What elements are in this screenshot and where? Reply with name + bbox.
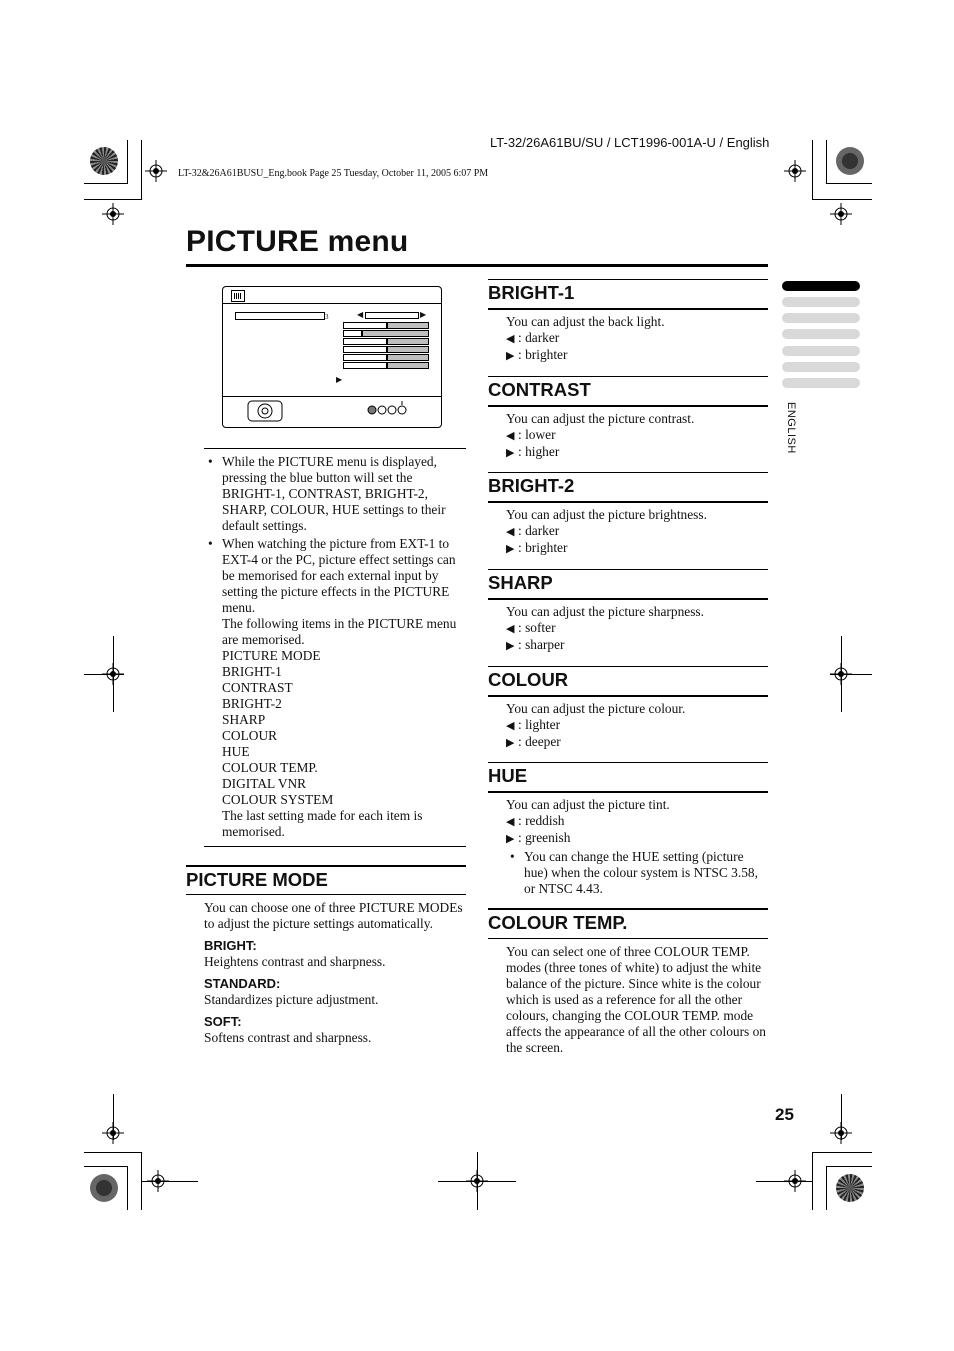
- section-rule: [488, 569, 768, 570]
- crop-line: [84, 199, 142, 200]
- chapter-tab: [782, 297, 860, 307]
- adjust-effect: : lower: [518, 427, 556, 442]
- section-rule: [488, 791, 768, 793]
- mode-desc: Standardizes picture adjustment.: [204, 992, 379, 1007]
- section-text: You can adjust the picture sharpness.: [506, 604, 704, 619]
- crop-line: [127, 140, 128, 184]
- left-adjust-line: [506, 523, 768, 540]
- left-adjust-line: [506, 427, 768, 444]
- adjust-effect: : greenish: [518, 830, 571, 845]
- registration-mark-icon: [830, 203, 852, 225]
- adjust-effect: : deeper: [518, 734, 561, 749]
- screen-footer-divider: [223, 396, 441, 397]
- chapter-tab: [782, 346, 860, 356]
- crop-line: [841, 1094, 842, 1140]
- adjustment-bar-fill: [386, 363, 428, 368]
- adjustment-bar-fill: [386, 339, 428, 344]
- notes-list: [204, 454, 466, 840]
- screen-title-divider: [223, 303, 441, 304]
- section-rule: [488, 762, 768, 763]
- section-rule: [488, 472, 768, 473]
- crop-line: [826, 140, 827, 184]
- memorised-item: COLOUR: [222, 728, 278, 743]
- chapter-tab-active: [782, 281, 860, 291]
- chapter-tab: [782, 313, 860, 323]
- adjustment-bar: [343, 322, 429, 329]
- color-calibration-mark: [90, 147, 118, 175]
- remote-dpad-icon: [247, 400, 283, 422]
- crop-line: [826, 183, 872, 184]
- crop-line: [812, 199, 872, 200]
- section-heading-colour-temp: COLOUR TEMP.: [488, 912, 628, 933]
- right-arrow-icon: ▶: [506, 543, 515, 555]
- section-rule: [488, 666, 768, 667]
- memorised-item: HUE: [222, 744, 250, 759]
- adjust-effect: : reddish: [518, 813, 565, 828]
- left-arrow-icon: ◀: [506, 430, 515, 442]
- section-rule: [186, 865, 466, 867]
- right-arrow-icon: ▶: [506, 833, 515, 845]
- chapter-tab: [782, 362, 860, 372]
- adjustment-bar-marker: [386, 346, 388, 353]
- crop-line: [830, 674, 872, 675]
- section-heading: SHARP: [488, 572, 553, 593]
- adjustment-bar: [343, 346, 429, 353]
- left-adjust-line: [506, 813, 768, 830]
- adjustment-bar-marker: [386, 362, 388, 369]
- right-arrow-icon: ▶: [506, 447, 515, 459]
- note-text: The last setting made for each item is memorised.: [222, 808, 423, 839]
- adjustment-bar-fill: [386, 323, 428, 328]
- section-rule: [488, 376, 768, 377]
- section-text: You can adjust the picture contrast.: [506, 411, 695, 426]
- section-body: [506, 507, 768, 557]
- color-calibration-mark: [836, 1174, 864, 1202]
- document-id: LT-32/26A61BU/SU / LCT1996-001A-U / English: [490, 135, 770, 150]
- section-body: [506, 701, 768, 751]
- chapter-tab: [782, 378, 860, 388]
- section-heading: BRIGHT-1: [488, 282, 575, 303]
- adjustment-bar-marker: [386, 354, 388, 361]
- adjust-effect: : darker: [518, 523, 560, 538]
- mode-selector-box: [365, 312, 419, 319]
- mode-name: BRIGHT:: [204, 938, 257, 953]
- section-text: You can choose one of three PICTURE MODEs to adjust the picture settings automatically.: [204, 900, 463, 931]
- memorised-item: BRIGHT-1: [222, 664, 282, 679]
- adjustment-bar: [343, 330, 429, 337]
- color-calibration-mark: [90, 1174, 118, 1202]
- mode-bright: [204, 938, 466, 970]
- picture-menu-screen-illustration: [222, 286, 442, 428]
- color-calibration-mark: [836, 147, 864, 175]
- section-rule: [488, 598, 768, 600]
- adjustment-bar: [343, 338, 429, 345]
- left-arrow-icon: ◀: [506, 816, 515, 828]
- section-body: [506, 411, 768, 461]
- crop-line: [826, 1166, 827, 1210]
- right-arrow-icon: ▶: [420, 310, 427, 319]
- section-heading: CONTRAST: [488, 379, 591, 400]
- adjust-effect: : brighter: [518, 540, 568, 555]
- page-number: 25: [775, 1105, 794, 1124]
- menu-marker: 3: [325, 313, 329, 321]
- memorised-item: BRIGHT-2: [222, 696, 282, 711]
- section-note-list: [506, 849, 768, 897]
- section-rule: [488, 405, 768, 407]
- memorised-item: CONTRAST: [222, 680, 293, 695]
- right-arrow-icon: ▶: [506, 737, 515, 749]
- memorised-item: PICTURE MODE: [222, 648, 321, 663]
- section-heading-picture-mode: PICTURE MODE: [186, 869, 328, 890]
- left-adjust-line: [506, 717, 768, 734]
- crop-line: [812, 140, 813, 200]
- page-title: PICTURE menu: [186, 225, 409, 258]
- book-info: LT-32&26A61BUSU_Eng.book Page 25 Tuesday, October 11, 2005 6:07 PM: [178, 168, 489, 179]
- section-heading: COLOUR: [488, 669, 569, 690]
- right-arrow-icon: ▶: [506, 350, 515, 362]
- title-rule: [186, 264, 768, 267]
- section-heading: BRIGHT-2: [488, 475, 575, 496]
- note-text: While the PICTURE menu is displayed, pressing the blue button will set the BRIGHT-1, CONTRAST, BRIGHT-2, SHARP, COLOUR, HUE settings to their default settings.: [222, 454, 446, 533]
- right-adjust-line: [506, 444, 768, 461]
- crop-line: [141, 140, 142, 200]
- right-adjust-line: [506, 637, 768, 654]
- submenu-arrow-icon: ▶: [336, 375, 343, 384]
- adjustment-bar-marker: [386, 322, 388, 329]
- left-arrow-icon: ◀: [506, 623, 515, 635]
- mode-desc: Heightens contrast and sharpness.: [204, 954, 386, 969]
- crop-line: [812, 1152, 872, 1153]
- right-adjust-line: [506, 830, 768, 847]
- adjust-effect: : brighter: [518, 347, 568, 362]
- colour-buttons-icon: [367, 401, 407, 415]
- memorised-item: COLOUR SYSTEM: [222, 792, 334, 807]
- crop-line: [826, 1166, 872, 1167]
- adjustment-bar-marker: [386, 338, 388, 345]
- registration-mark-icon: [145, 160, 167, 182]
- adjust-effect: : sharper: [518, 637, 565, 652]
- adjustment-bar-fill: [386, 355, 428, 360]
- left-adjust-line: [506, 620, 768, 637]
- memorised-item: COLOUR TEMP.: [222, 760, 318, 775]
- notes-block: [204, 454, 466, 840]
- crop-line: [477, 1152, 478, 1210]
- mode-desc: Softens contrast and sharpness.: [204, 1030, 372, 1045]
- section-rule: [488, 279, 768, 280]
- left-arrow-icon: ◀: [506, 720, 515, 732]
- section-body: [506, 604, 768, 654]
- adjust-effect: : higher: [518, 444, 560, 459]
- memorised-item: DIGITAL VNR: [222, 776, 307, 791]
- section-text: You can adjust the back light.: [506, 314, 665, 329]
- section-body: [506, 314, 768, 364]
- crop-line: [84, 1166, 128, 1167]
- right-arrow-icon: ▶: [506, 640, 515, 652]
- left-arrow-icon: ◀: [357, 310, 364, 319]
- adjustment-bar: [343, 354, 429, 361]
- section-rule: [488, 308, 768, 310]
- crop-line: [812, 1152, 813, 1210]
- section-note: • You can change the HUE setting (picture hue) when the colour system is NTSC 3.58, or NTSC 4.43.: [506, 849, 768, 897]
- adjust-effect: : darker: [518, 330, 560, 345]
- mode-name: STANDARD:: [204, 976, 281, 991]
- note-memorise: [204, 536, 466, 840]
- adjustment-bar-marker: [361, 330, 363, 337]
- registration-mark-icon: [102, 203, 124, 225]
- crop-line: [84, 183, 128, 184]
- section-heading: HUE: [488, 765, 528, 786]
- adjustment-bar-fill: [361, 331, 428, 336]
- picture-menu-icon: [231, 290, 245, 302]
- right-adjust-line: [506, 540, 768, 557]
- section-rule: [488, 938, 768, 939]
- note-default-settings: [204, 454, 466, 534]
- section-text: You can adjust the picture brightness.: [506, 507, 707, 522]
- crop-line: [113, 1094, 114, 1140]
- registration-mark-icon: [784, 160, 806, 182]
- adjust-effect: : softer: [518, 620, 556, 635]
- chapter-tab: [782, 329, 860, 339]
- section-rule: [488, 908, 768, 910]
- language-tab: ENGLISH: [785, 402, 797, 454]
- notes-bottom-rule: [204, 846, 466, 847]
- picture-mode-body: [204, 900, 466, 1046]
- note-text: The following items in the PICTURE menu are memorised.: [222, 616, 457, 647]
- crop-line: [142, 1181, 198, 1182]
- memorised-item: SHARP: [222, 712, 266, 727]
- mode-name: SOFT:: [204, 1014, 242, 1029]
- mode-soft: [204, 1014, 466, 1046]
- crop-line: [84, 1152, 142, 1153]
- left-adjust-line: [506, 330, 768, 347]
- section-rule: [488, 501, 768, 503]
- crop-line: [84, 674, 124, 675]
- crop-line: [756, 1181, 812, 1182]
- adjustment-bar: [343, 362, 429, 369]
- colour-temp-text: You can select one of three COLOUR TEMP. modes (three tones of white) to adjust the white balance of the picture. Since white is the colour which is used as a reference for all the other colours, changing the COLOUR TEMP. mode affects the appearance of all the other colours on the screen.: [506, 944, 767, 1055]
- section-body: [506, 797, 768, 897]
- right-adjust-line: [506, 734, 768, 751]
- crop-line: [127, 1166, 128, 1210]
- left-arrow-icon: ◀: [506, 526, 515, 538]
- section-text: You can adjust the picture colour.: [506, 701, 686, 716]
- section-text: You can adjust the picture tint.: [506, 797, 670, 812]
- left-arrow-icon: ◀: [506, 333, 515, 345]
- mode-standard: [204, 976, 466, 1008]
- highlight-bar: [235, 312, 325, 320]
- memorised-items: [222, 648, 466, 808]
- adjust-effect: : lighter: [518, 717, 561, 732]
- notes-top-rule: [204, 448, 466, 449]
- section-rule: [186, 894, 466, 895]
- note-text: When watching the picture from EXT-1 to EXT-4 or the PC, picture effect settings can be memorised for each external input by setting the picture effects in the PICTURE menu.: [222, 536, 456, 615]
- right-adjust-line: [506, 347, 768, 364]
- adjustment-bar-fill: [386, 347, 428, 352]
- section-rule: [488, 695, 768, 697]
